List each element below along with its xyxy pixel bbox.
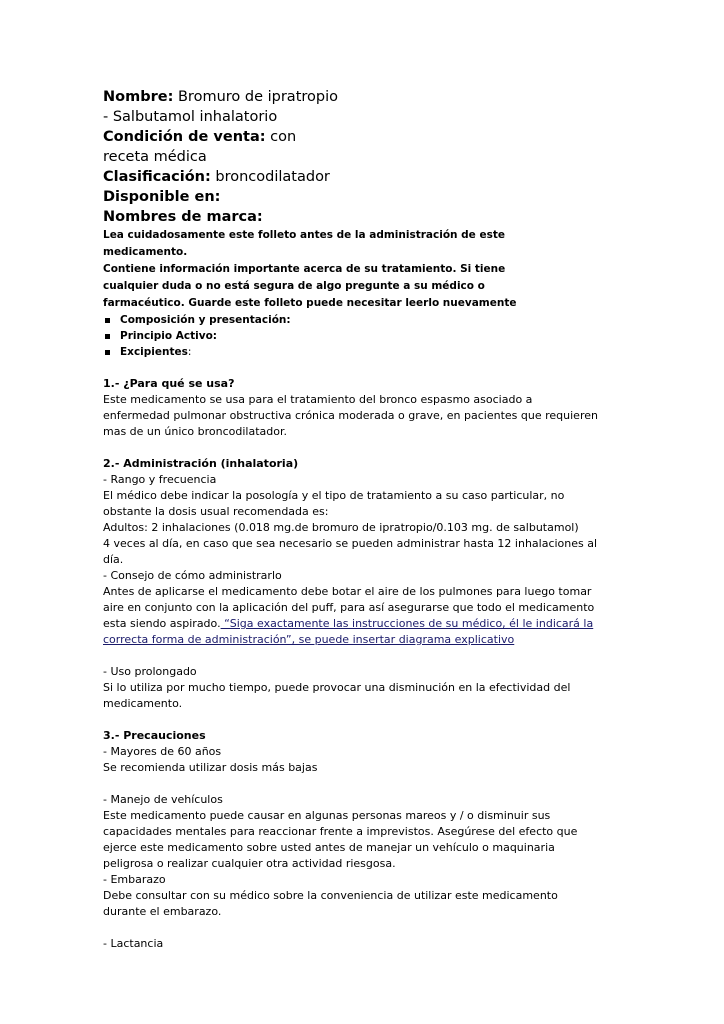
marca-field (103, 207, 403, 227)
clasificacion-field (103, 167, 403, 187)
disponible-field (103, 187, 403, 207)
consejo-text: Antes de aplicarse el medicamento debe botar el aire de los pulmones para luego tomar aire en conjunto con la aplicación del puff, para así asegurarse que todo el medicamento esta siendo aspirado. (103, 585, 595, 630)
section-3-title: 3.- Precauciones (103, 729, 206, 742)
section-2-body-uso-prolongado: Si lo utiliza por mucho tiempo, puede provocar una disminución en la efectividad del medicamento. (103, 681, 571, 710)
section-1-title: 1.- ¿Para qué se usa? (103, 377, 235, 390)
condicion-value: con receta médica (103, 129, 297, 165)
section-3-sub-lactancia: - Lactancia (103, 937, 164, 950)
section-2-body-adultos: Adultos: 2 inhalaciones (0.018 mg.de bromuro de ipratropio/0.103 mg. de salbutamol) (103, 521, 579, 534)
section-2-sub-uso-prolongado: - Uso prolongado (103, 665, 197, 678)
nombre-field (103, 87, 343, 127)
list-item-label: Principio Activo: (120, 330, 217, 342)
document-page (103, 87, 623, 952)
marca-label: Nombres de marca: (103, 209, 263, 225)
list-item-suffix: : (187, 346, 192, 358)
disponible-label: Disponible en: (103, 189, 221, 205)
nombre-value: Bromuro de ipratropio - Salbutamol inhalatorio (103, 89, 339, 125)
warning-important-info: Contiene información importante acerca de su tratamiento. Si tiene cualquier duda o no está segura de algo pregunte a su médico o farmacéutico. Guarde este folleto puede necesitar leerlo nuevamente (103, 263, 517, 309)
list-item-label: Excipientes (120, 346, 188, 358)
condicion-field (103, 127, 343, 167)
section-2-sub-rango: - Rango y frecuencia (103, 473, 217, 486)
nombre-label: Nombre: (103, 89, 174, 105)
section-2-body-veces: 4 veces al día, en caso que sea necesario se pueden administrar hasta 12 inhalaciones al día. (103, 537, 598, 566)
composition-list (103, 312, 623, 360)
section-2-body-posologia: El médico debe indicar la posología y el tipo de tratamiento a su caso particular, no obstante la dosis usual recomendada es: (103, 489, 565, 518)
list-item (103, 328, 623, 344)
list-item (103, 344, 623, 360)
list-item-label: Composición y presentación: (120, 314, 291, 326)
section-2-title: 2.- Administración (inhalatoria) (103, 457, 299, 470)
section-2-body-consejo (103, 584, 598, 648)
list-item (103, 312, 623, 328)
warning-read-carefully: Lea cuidadosamente este folleto antes de la administración de este medicamento. (103, 229, 505, 258)
section-1-body: Este medicamento se usa para el tratamiento del bronco espasmo asociado a enfermedad pulmonar obstructiva crónica moderada o grave, en pacientes que requieren mas de un único broncodilatador. (103, 393, 598, 438)
section-3-body-vehiculos: Este medicamento puede causar en algunas personas mareos y / o disminuir sus capacidades mentales para reaccionar frente a imprevistos. Asegúrese del efecto que ejerce este medicamento sobre usted antes de manejar un vehículo o maquinaria peligrosa o realizar cualquier otra actividad riesgosa. (103, 809, 578, 870)
section-3-sub-embarazo: - Embarazo (103, 873, 166, 886)
section-3-body-embarazo: Debe consultar con su médico sobre la conveniencia de utilizar este medicamento durante el embarazo. (103, 889, 558, 918)
clasificacion-label: Clasificación: (103, 169, 211, 185)
instructions-note: “Siga exactamente las instrucciones de su médico, él le indicará la correcta forma de administración”, se puede insertar diagrama explicativo (103, 617, 594, 646)
condicion-label: Condición de venta: (103, 129, 266, 145)
clasificacion-value: broncodilatador (215, 169, 330, 185)
section-3-sub-mayores: - Mayores de 60 años (103, 745, 222, 758)
section-3-body-mayores: Se recomienda utilizar dosis más bajas (103, 761, 318, 774)
section-3-sub-vehiculos: - Manejo de vehículos (103, 793, 223, 806)
section-2-sub-consejo: - Consejo de cómo administrarlo (103, 569, 282, 582)
